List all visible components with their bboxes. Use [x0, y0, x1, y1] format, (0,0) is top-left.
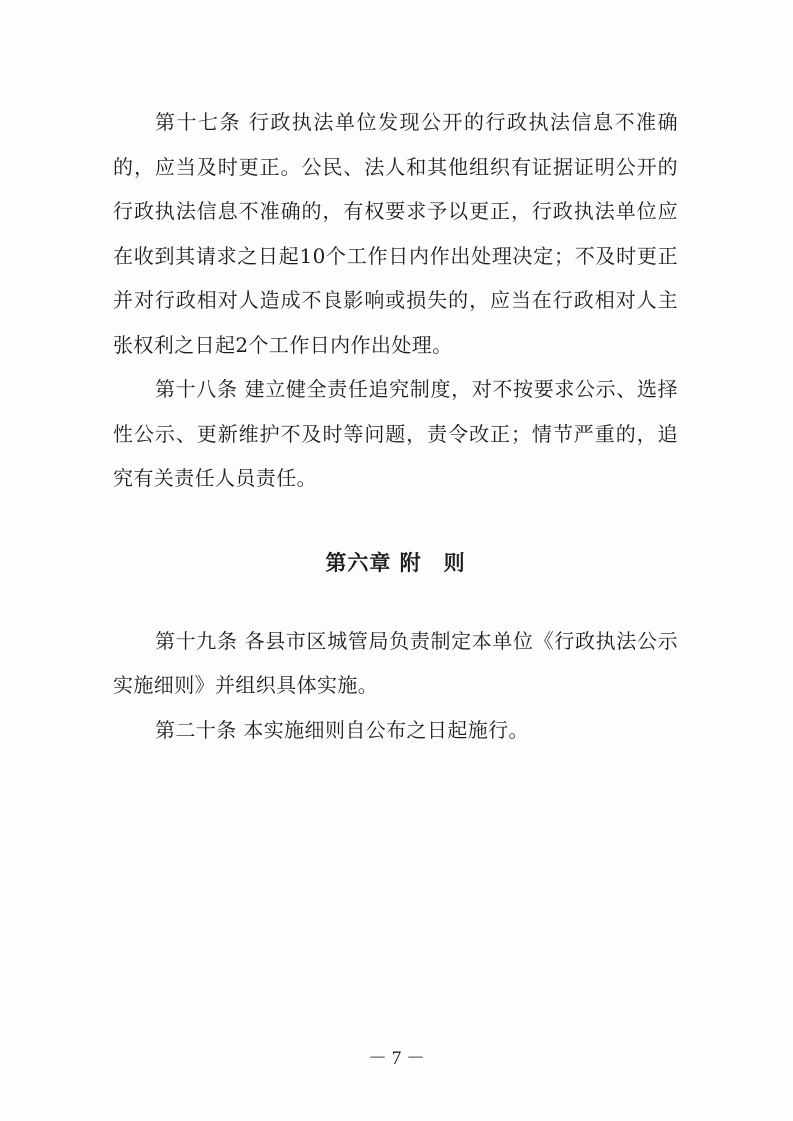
article-18: 第十八条 建立健全责任追究制度，对不按要求公示、选择性公示、更新维护不及时等问题，责令改正；情节严重的，追究有关责任人员责任。: [113, 377, 678, 490]
document-body: [113, 100, 678, 752]
article-17: 第十七条 行政执法单位发现公开的行政执法信息不准确的，应当及时更正。公民、法人和其他组织有证据证明公开的行政执法信息不准确的，有权要求予以更正，行政执法单位应在收到其请求之日起10个工作日内作出处理决定；不及时更正并对行政相对人造成不良影响或损失的，应当在行政相对人主张权利之日起2个工作日内作出处理。: [113, 110, 678, 357]
article-19: 第十九条 各县市区城管局负责制定本单位《行政执法公示实施细则》并组织具体实施。: [113, 628, 678, 697]
chapter-heading: 第六章 附 则: [325, 550, 466, 575]
spacer: [113, 501, 678, 543]
page-number: － 7 －: [367, 1048, 425, 1069]
article-20: 第二十条 本实施细则自公布之日起施行。: [155, 717, 529, 742]
